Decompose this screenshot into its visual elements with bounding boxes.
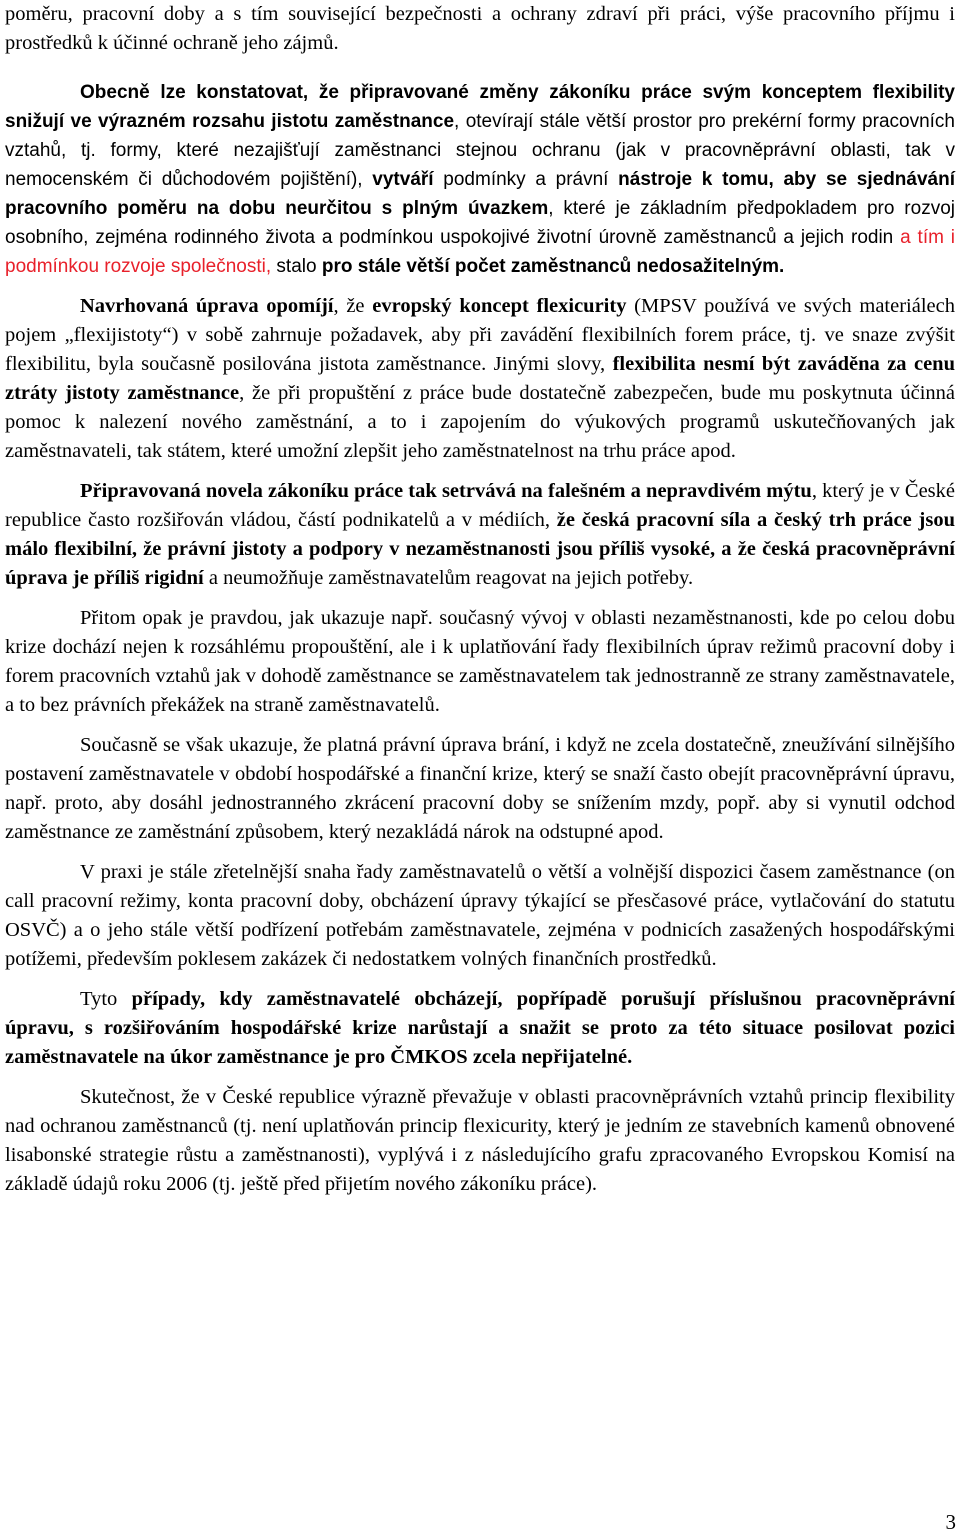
text-run: Připravovaná novela zákoníku práce tak setrvává na falešném a nepravdivém mýtu [80, 480, 812, 502]
text-run: evropský koncept flexicurity [372, 295, 627, 317]
text-run: , otevírají stále větší prostor pro prekérní formy pracovních vztahů, tj. formy, které nezajišťují zaměstnanci stejnou ochranu (jak v pracovněprávní oblasti, tak v nemocenském či důchodovém pojištění), [5, 111, 955, 190]
paragraph-4 [5, 477, 955, 593]
text-run: Tyto [80, 988, 132, 1010]
text-run: Přitom opak je pravdou, jak ukazuje např. současný vývoj v oblasti nezaměstnanosti, kde po celou dobu krize dochází nejen k rozsáhlému propouštění, ale i k uplatňování řady flexibilních úprav režimů pracovní doby i forem pracovních vztahů jak v dohodě zaměstnance se zaměstnavatelem tak jednostranně ze strany zaměstnavatele, a to bez právních překážek na straně zaměstnavatelů. [5, 607, 955, 716]
text-run: Obecně lze konstatovat, že připravované změny zákoníku práce svým konceptem flexibility snižují ve výrazném rozsahu jistotu zaměstnance [5, 82, 955, 132]
text-run: pro stále větší počet zaměstnanců nedosažitelným. [321, 256, 785, 277]
text-run: flexibilita nesmí být zaváděna za cenu ztráty jistoty zaměstnance [5, 353, 955, 404]
text-run: případy, kdy zaměstnavatelé obcházejí, popřípadě porušují příslušnou pracovněprávní úpravu, s rozšiřováním hospodářské krize narůstají a snažit se proto za této situace posilovat pozici zaměstnavatele na úkor zaměstnance je pro ČMKOS zcela nepřijatelné. [5, 988, 955, 1068]
paragraph-7 [5, 858, 955, 974]
paragraph-3 [5, 292, 955, 466]
text-run: , který je v České republice často rozšiřován vládou, částí podnikatelů a v médiích, [5, 480, 955, 531]
paragraph-6 [5, 731, 955, 847]
text-run: , které je základním předpokladem pro rozvoj osobního, zejména rodinného života a podmínkou uspokojivé životní úrovně zaměstnanců a jejich rodin [5, 198, 955, 248]
text-run: poměru, pracovní doby a s tím související bezpečnosti a ochrany zdraví při práci, výše pracovního příjmu i prostředků k účinné ochraně jeho zájmů. [5, 3, 955, 54]
document-page [5, 0, 955, 1210]
text-run: vytváří [372, 169, 434, 190]
paragraph-9 [5, 1083, 955, 1199]
paragraph-2 [5, 78, 955, 281]
text-run: , že [333, 295, 373, 317]
text-run: Současně se však ukazuje, že platná právní úprava brání, i když ne zcela dostatečně, zneužívání silnějšího postavení zaměstnavatele v období hospodářské a finanční krize, který se snaží často obejít pracovněprávní úpravu, např. proto, aby dosáhl jednostranného zkrácení pracovní doby se snížením mzdy, popř. aby si vynutil odchod zaměstnance ze zaměstnání způsobem, který nezakládá nárok na odstupné apod. [5, 734, 955, 843]
text-run: (MPSV používá ve svých materiálech pojem „flexijistoty“) v sobě zahrnuje požadavek, aby při zavádění flexibilních forem práce, tj. ve snaze zvýšit flexibilitu, byla současně posilována jistota zaměstnance. Jinými slovy, [5, 295, 955, 375]
text-run: a tím i podmínkou rozvoje společnosti, [5, 227, 956, 277]
paragraph-1 [5, 0, 955, 58]
text-run: a neumožňuje zaměstnavatelům reagovat na jejich potřeby. [203, 567, 694, 589]
text-run: že česká pracovní síla a český trh práce jsou málo flexibilní, že právní jistoty a podpory v nezaměstnanosti jsou příliš vysoké, a že česká pracovněprávní úprava je příliš rigidní [5, 509, 955, 589]
text-run: stalo [271, 256, 322, 277]
page-number: 3 [945, 1510, 956, 1534]
paragraph-5 [5, 604, 955, 720]
text-run: , že při propuštění z práce bude dostatečně zabezpečen, bude mu poskytnuta účinná pomoc k nalezení nového zaměstnání, a to i zapojením do výukových programů uskutečňovaných jak zaměstnavateli, tak státem, které umožní zlepšit jeho zaměstnatelnost na trhu práce apod. [5, 382, 955, 462]
text-run: Navrhovaná úprava opomíjí [80, 295, 334, 317]
text-run: V praxi je stále zřetelnější snaha řady zaměstnavatelů o větší a volnější dispozici časem zaměstnance (on call pracovní režimy, konta pracovní doby, obcházení úpravy týkající se přesčasové práce, vytlačování do statutu OSVČ) a o jeho stále větší podřízení potřebám zaměstnavatele, zejména v podnicích zasažených hospodářskými potížemi, především poklesem zakázek či nedostatkem volných finančních prostředků. [5, 861, 955, 970]
paragraph-8 [5, 985, 955, 1072]
text-run: nástroje k tomu, aby se sjednávání pracovního poměru na dobu neurčitou s plným úvazkem [5, 169, 955, 219]
text-run: Skutečnost, že v České republice výrazně převažuje v oblasti pracovněprávních vztahů princip flexibility nad ochranou zaměstnanců (tj. není uplatňován princip flexicurity, který je jedním ze stavebních kamenů obnovené lisabonské strategie růstu a zaměstnanosti), vyplývá i z následujícího grafu zpracovaného Evropskou Komisí na základě údajů roku 2006 (tj. ještě před přijetím nového zákoníku práce). [5, 1086, 955, 1195]
text-run: podmínky a právní [433, 169, 619, 190]
